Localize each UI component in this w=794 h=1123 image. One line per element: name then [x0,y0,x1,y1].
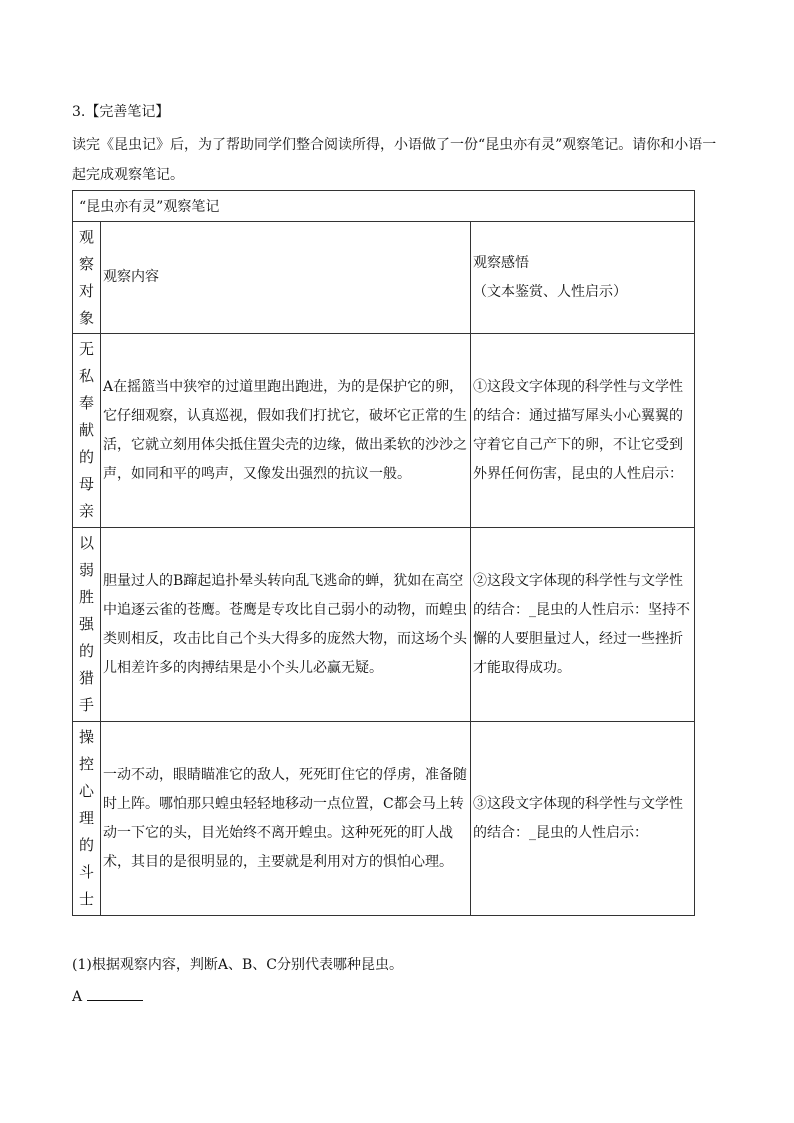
object-cell: 操 控 心 理 的 斗 士 [73,722,101,916]
insight-cell: ①这段文字体现的科学性与文学性的结合：通过描写犀头小心翼翼的守着它自己产下的卵，不让它受到外界任何伤害，昆虫的人性启示： [471,334,695,528]
content-cell: A在摇篮当中狭窄的过道里跑出跑进，为的是保护它的卵，它仔细观察，认真巡视，假如我们打扰它，破坏它正常的生活，它就立刻用体尖抵住置尖壳的边缘，做出柔软的沙沙之声，如同和平的鸣声，又像发出强烈的抗议一般。 [101,334,471,528]
object-cell: 无 私 奉 献 的 母 亲 [73,334,101,528]
object-cell: 以 弱 胜 强 的 猎 手 [73,528,101,722]
answer-blank-line[interactable] [87,986,143,1001]
question-number: 3. [72,104,86,120]
header-object-cell: 观 察 对 象 [73,222,101,334]
question-intro: 读完《昆虫记》后，为了帮助同学们整合阅读所得，小语做了一份“昆虫亦有灵”观察笔记。请你和小语一起完成观察笔记。 [72,137,717,183]
insight-cell: ②这段文字体现的科学性与文学性的结合：_昆虫的人性启示：坚持不懈的人要胆量过人，经过一些挫折才能取得成功。 [471,528,695,722]
content-cell: 一动不动，眼睛瞄准它的敌人，死死盯住它的俘虏，准备随时上阵。哪怕那只蝗虫轻轻地移动一点位置，C都会马上转动一下它的头，目光始终不离开蝗虫。这种死死的盯人战术，其目的是很明显的，主要就是利用对方的惧怕心理。 [101,722,471,916]
header-content: 观察内容 [101,222,471,334]
table-row [73,334,695,528]
content-cell: 胆量过人的B蹿起追扑晕头转向乱飞逃命的蝉，犹如在高空中追逐云雀的苍鹰。苍鹰是专攻比自己弱小的动物，而蝗虫类则相反，攻击比自己个头大得多的庞然大物，而这场个头儿相差许多的肉搏结果是小个头儿必赢无疑。 [101,528,471,722]
question-heading [72,102,169,122]
table-title: “昆虫亦有灵”观察笔记 [73,191,695,222]
table-header-row [73,222,695,334]
blank-label: A [72,989,83,1005]
observation-notes-table [72,190,695,916]
answer-blank-a [72,986,143,1007]
header-insight: 观察感悟 （文本鉴赏、人性启示） [471,222,695,334]
table-row [73,722,695,916]
question-title: 【完善笔记】 [85,104,170,120]
insight-cell: ③这段文字体现的科学性与文学性的结合：_昆虫的人性启示： [471,722,695,916]
table-row [73,528,695,722]
subquestion-text: (1)根据观察内容，判断A、B、C分别代表哪种昆虫。 [72,957,403,973]
